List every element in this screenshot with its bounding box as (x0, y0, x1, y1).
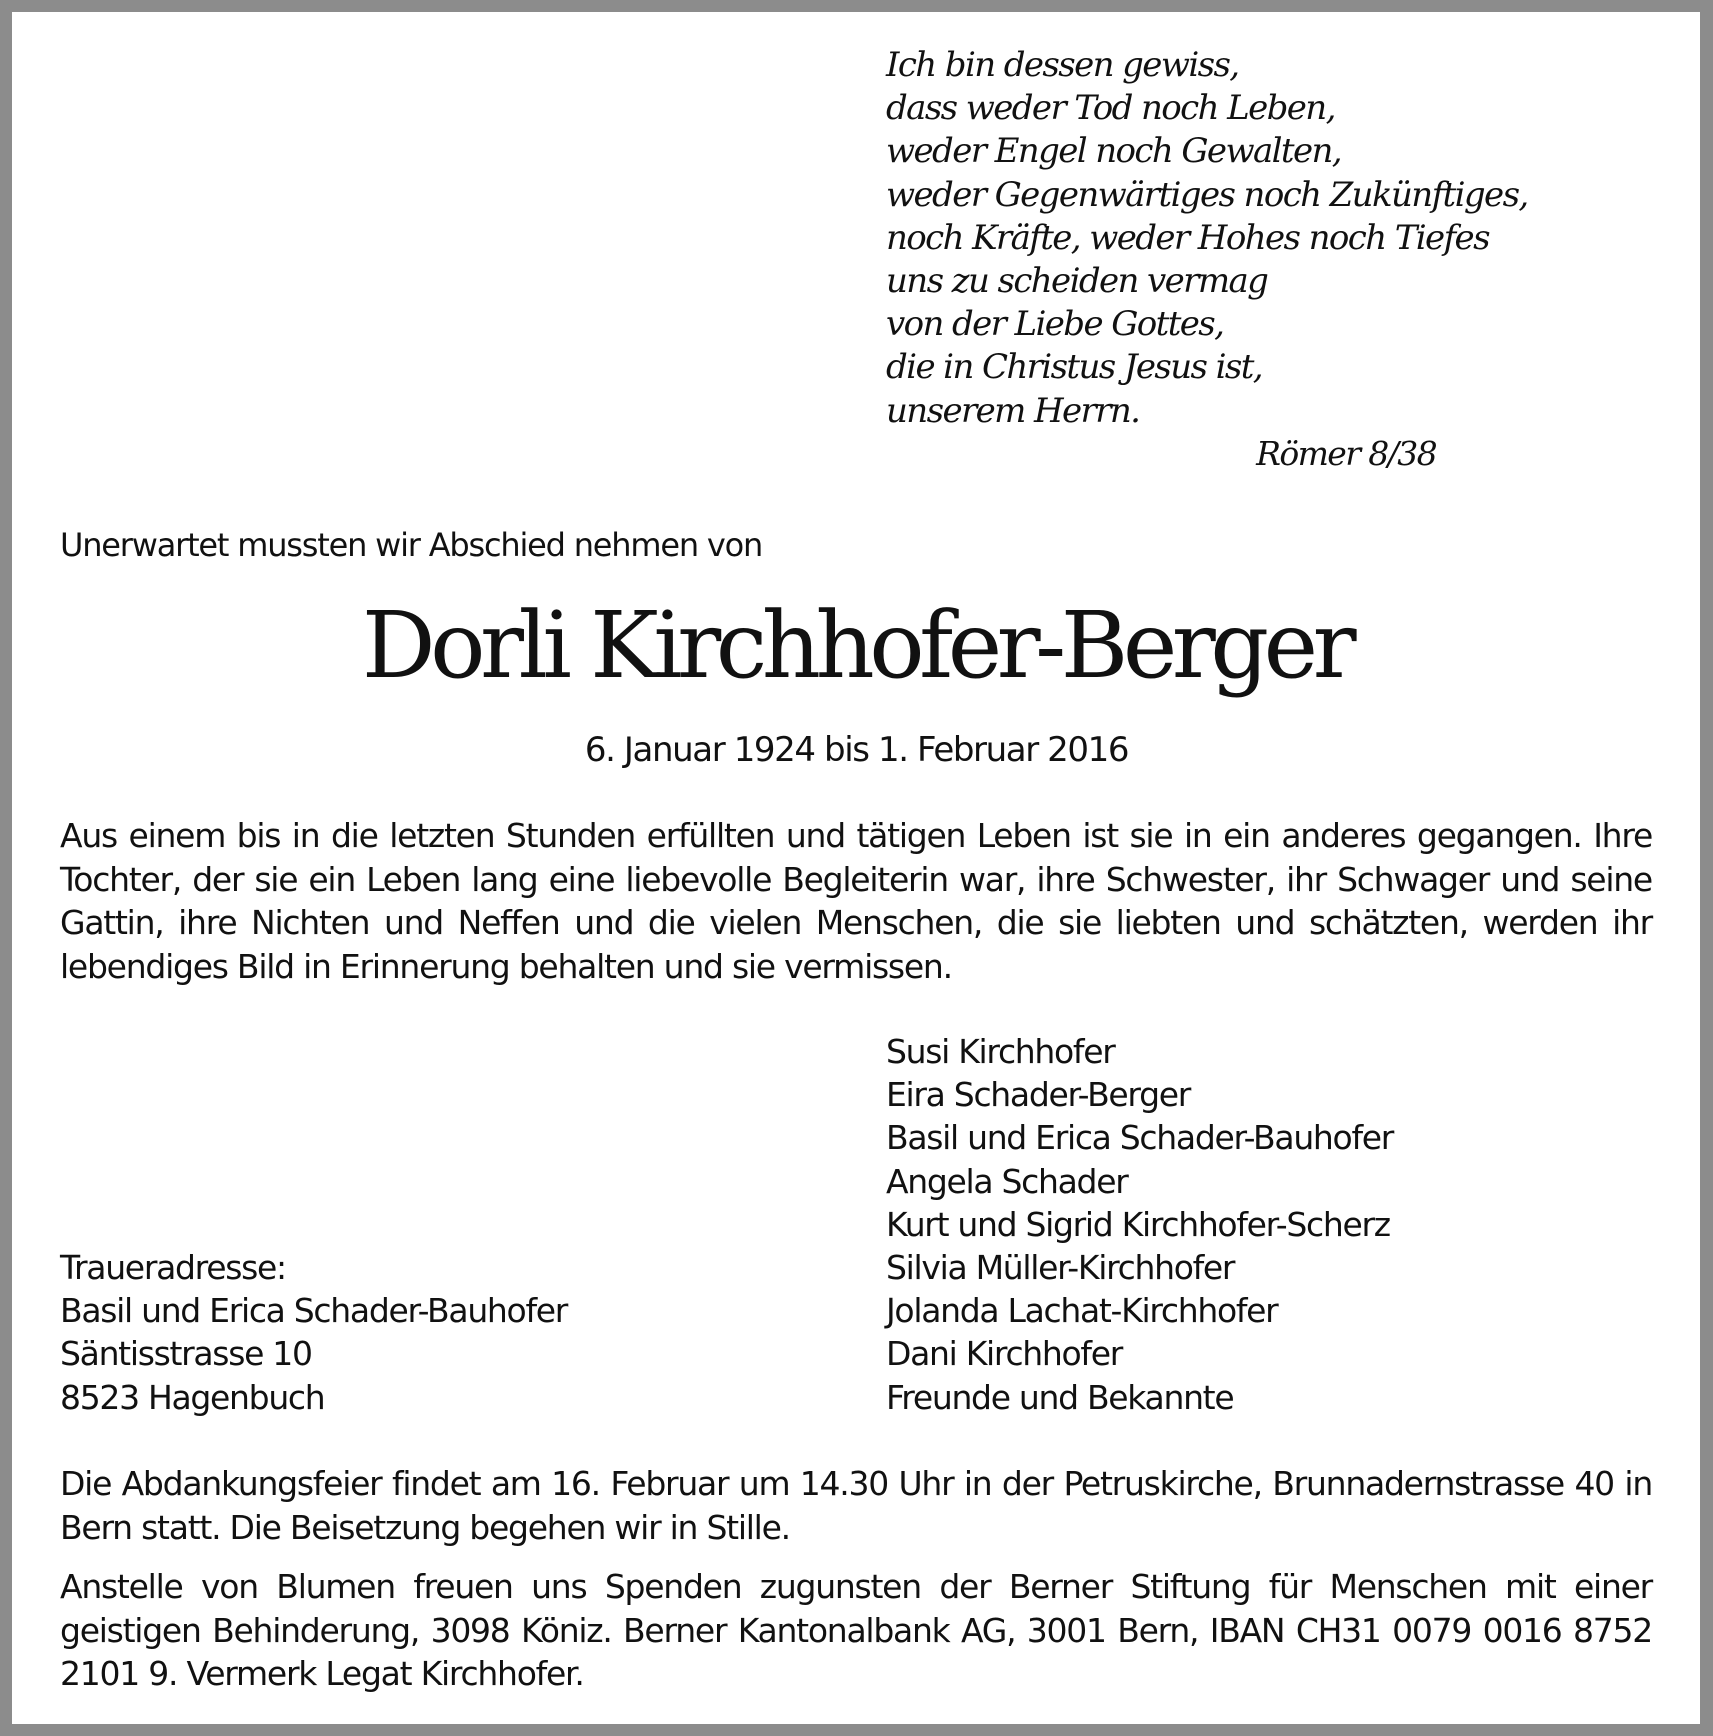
mourner-name: Jolanda Lachat-Kirchhofer (886, 1291, 1278, 1331)
mourner-name: Susi Kirchhofer (886, 1032, 1115, 1071)
address-name: Basil und Erica Schader-Bauhofer (60, 1291, 568, 1331)
address-street: Säntisstrasse 10 (60, 1334, 312, 1374)
deceased-name: Dorli Kirchhofer-Berger (361, 592, 1352, 699)
verse-line: weder Engel noch Gewalten, (886, 131, 1341, 172)
verse-line: weder Gegenwärtiges noch Zukünftiges, (886, 174, 1528, 215)
bible-verse (886, 44, 1528, 433)
verse-line: Ich bin dessen gewiss, (886, 45, 1239, 85)
life-dates: 6. Januar 1924 bis 1. Februar 2016 (584, 730, 1129, 770)
service-paragraph: Die Abdankungsfeier findet am 16. Februar um 14.30 Uhr in der Petruskirche, Brunnadernstrasse 40 in Bern statt. Die Beisetzung begehen wir in Stille. (60, 1464, 1652, 1547)
mourner-name: Angela Schader (886, 1161, 1128, 1201)
mourner-name: Freunde und Bekannte (886, 1377, 1234, 1417)
tribute-paragraph: Aus einem bis in die letzten Stunden erfüllten und tätigen Leben ist sie in ein anderes gegangen. Ihre Tochter, der sie ein Leben lang eine liebevolle Begleiterin war, ihre Schwester, ihr Schwager und seine Gattin, ihre Nichten und Neffen und die vielen Menschen, die sie liebten und schätzten, werden ihr lebendiges Bild in Erinnerung behalten und sie vermissen. (60, 816, 1652, 986)
address-label: Traueradresse: (60, 1248, 286, 1287)
mourner-name: Dani Kirchhofer (886, 1334, 1123, 1374)
mourners-list (886, 1030, 1393, 1419)
verse-line: von der Liebe Gottes, (886, 304, 1224, 345)
donations-paragraph: Anstelle von Blumen freuen uns Spenden zugunsten der Berner Stiftung für Menschen mit einer geistigen Behinderung, 3098 Köniz. Berner Kantonalbank AG, 3001 Bern, IBAN CH31 0079 0016 8752 2101 9. Vermerk Legat Kirchhofer. (60, 1567, 1652, 1693)
mourner-name: Basil und Erica Schader-Bauhofer (886, 1118, 1394, 1158)
mourner-name: Kurt und Sigrid Kirchhofer-Scherz (886, 1204, 1390, 1244)
verse-line: uns zu scheiden vermag (886, 261, 1268, 302)
mourner-name: Eira Schader-Berger (886, 1075, 1191, 1115)
verse-line: noch Kräfte, weder Hohes noch Tiefes (886, 217, 1489, 258)
verse-line: unserem Herrn. (886, 390, 1140, 431)
mourner-name: Silvia Müller-Kirchhofer (886, 1248, 1235, 1288)
verse-reference: Römer 8/38 (1256, 434, 1436, 473)
verse-line: die in Christus Jesus ist, (886, 347, 1262, 388)
mourning-address (60, 1246, 567, 1419)
intro-text: Unerwartet mussten wir Abschied nehmen von (60, 526, 763, 564)
address-city: 8523 Hagenbuch (60, 1377, 325, 1417)
verse-line: dass weder Tod noch Leben, (886, 88, 1335, 129)
